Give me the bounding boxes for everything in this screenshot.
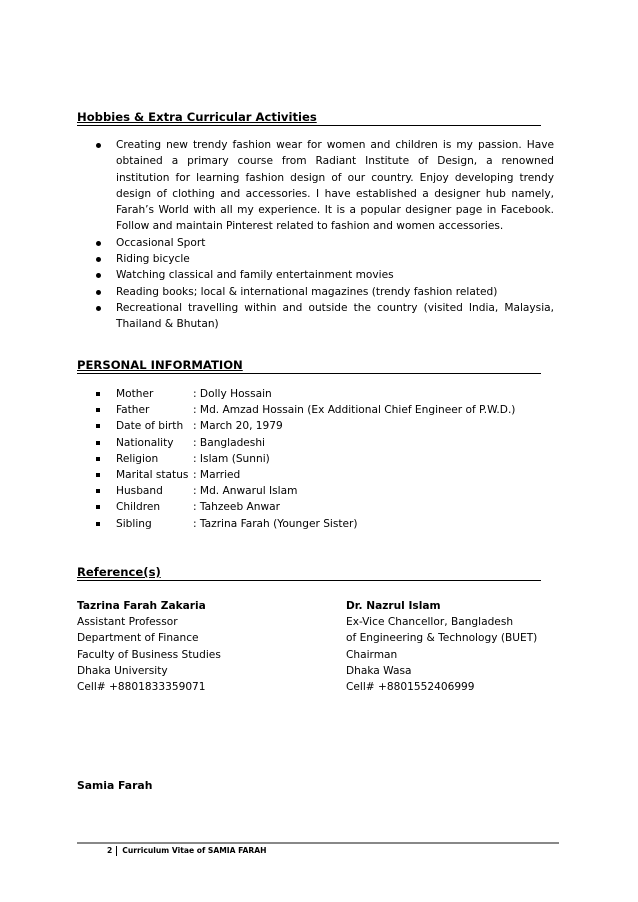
list-item: Recreational travelling within and outside the country (visited India, Malaysia, Thailand & Bhutan) [96, 300, 554, 333]
reference-right [346, 598, 537, 695]
reference-line: Cell# +8801833359071 [77, 681, 206, 694]
list-item: Watching classical and family entertainment movies [96, 267, 554, 283]
bullet-square-icon [96, 424, 100, 428]
reference-line: Chairman [346, 648, 398, 661]
bullet-square-icon [96, 457, 100, 461]
list-item: Riding bicycle [96, 251, 554, 267]
personal-info-heading: PERSONAL INFORMATION [77, 357, 541, 374]
bullet-square-icon [96, 408, 100, 412]
reference-line: Dhaka University [77, 664, 168, 677]
list-item: Creating new trendy fashion wear for women and children is my passion. Have obtained a primary course from Radiant Institute of Design, a renowned institution for learning fashion design of our country. Enjoy developing trendy design of clothing and accessories. I have established a designer hub namely, Farah’s World with all my experience. It is a popular designer page in Facebook. Follow and maintain Pinterest related to fashion and women accessories. [96, 137, 554, 235]
references-heading: Reference(s) [77, 564, 541, 581]
bullet-icon [96, 257, 101, 262]
bullet-icon [96, 306, 101, 311]
bullet-square-icon [96, 522, 100, 526]
reference-line: Dhaka Wasa [346, 664, 412, 677]
reference-name: Tazrina Farah Zakaria [77, 600, 206, 612]
bullet-square-icon [96, 473, 100, 477]
reference-line: Faculty of Business Studies [77, 648, 221, 661]
page-number: 2 [107, 846, 113, 855]
footer-divider [77, 842, 559, 844]
footer-separator [116, 846, 117, 856]
reference-line: Ex-Vice Chancellor, Bangladesh [346, 616, 514, 629]
bullet-icon [96, 143, 101, 148]
reference-line: Cell# +8801552406999 [346, 681, 475, 694]
hobbies-heading: Hobbies & Extra Curricular Activities [77, 109, 541, 126]
page-footer [107, 846, 266, 856]
bullet-icon [96, 290, 101, 295]
reference-name: Dr. Nazrul Islam [346, 600, 441, 612]
reference-line: of Engineering & Technology (BUET) [346, 632, 538, 645]
list-item: Occasional Sport [96, 235, 554, 251]
reference-line: Assistant Professor [77, 616, 178, 629]
hobbies-list [96, 137, 554, 333]
bullet-square-icon [96, 489, 100, 493]
reference-line: Department of Finance [77, 632, 199, 645]
footer-text: Curriculum Vitae of SAMIA FARAH [122, 846, 267, 855]
bullet-square-icon [96, 505, 100, 509]
list-item: Reading books; local & international magazines (trendy fashion related) [96, 284, 554, 300]
reference-left [77, 598, 221, 695]
bullet-square-icon [96, 441, 100, 445]
bullet-square-icon [96, 392, 100, 396]
bullet-icon [96, 273, 101, 278]
bullet-icon [96, 241, 101, 246]
signature-name: Samia Farah [77, 779, 153, 792]
